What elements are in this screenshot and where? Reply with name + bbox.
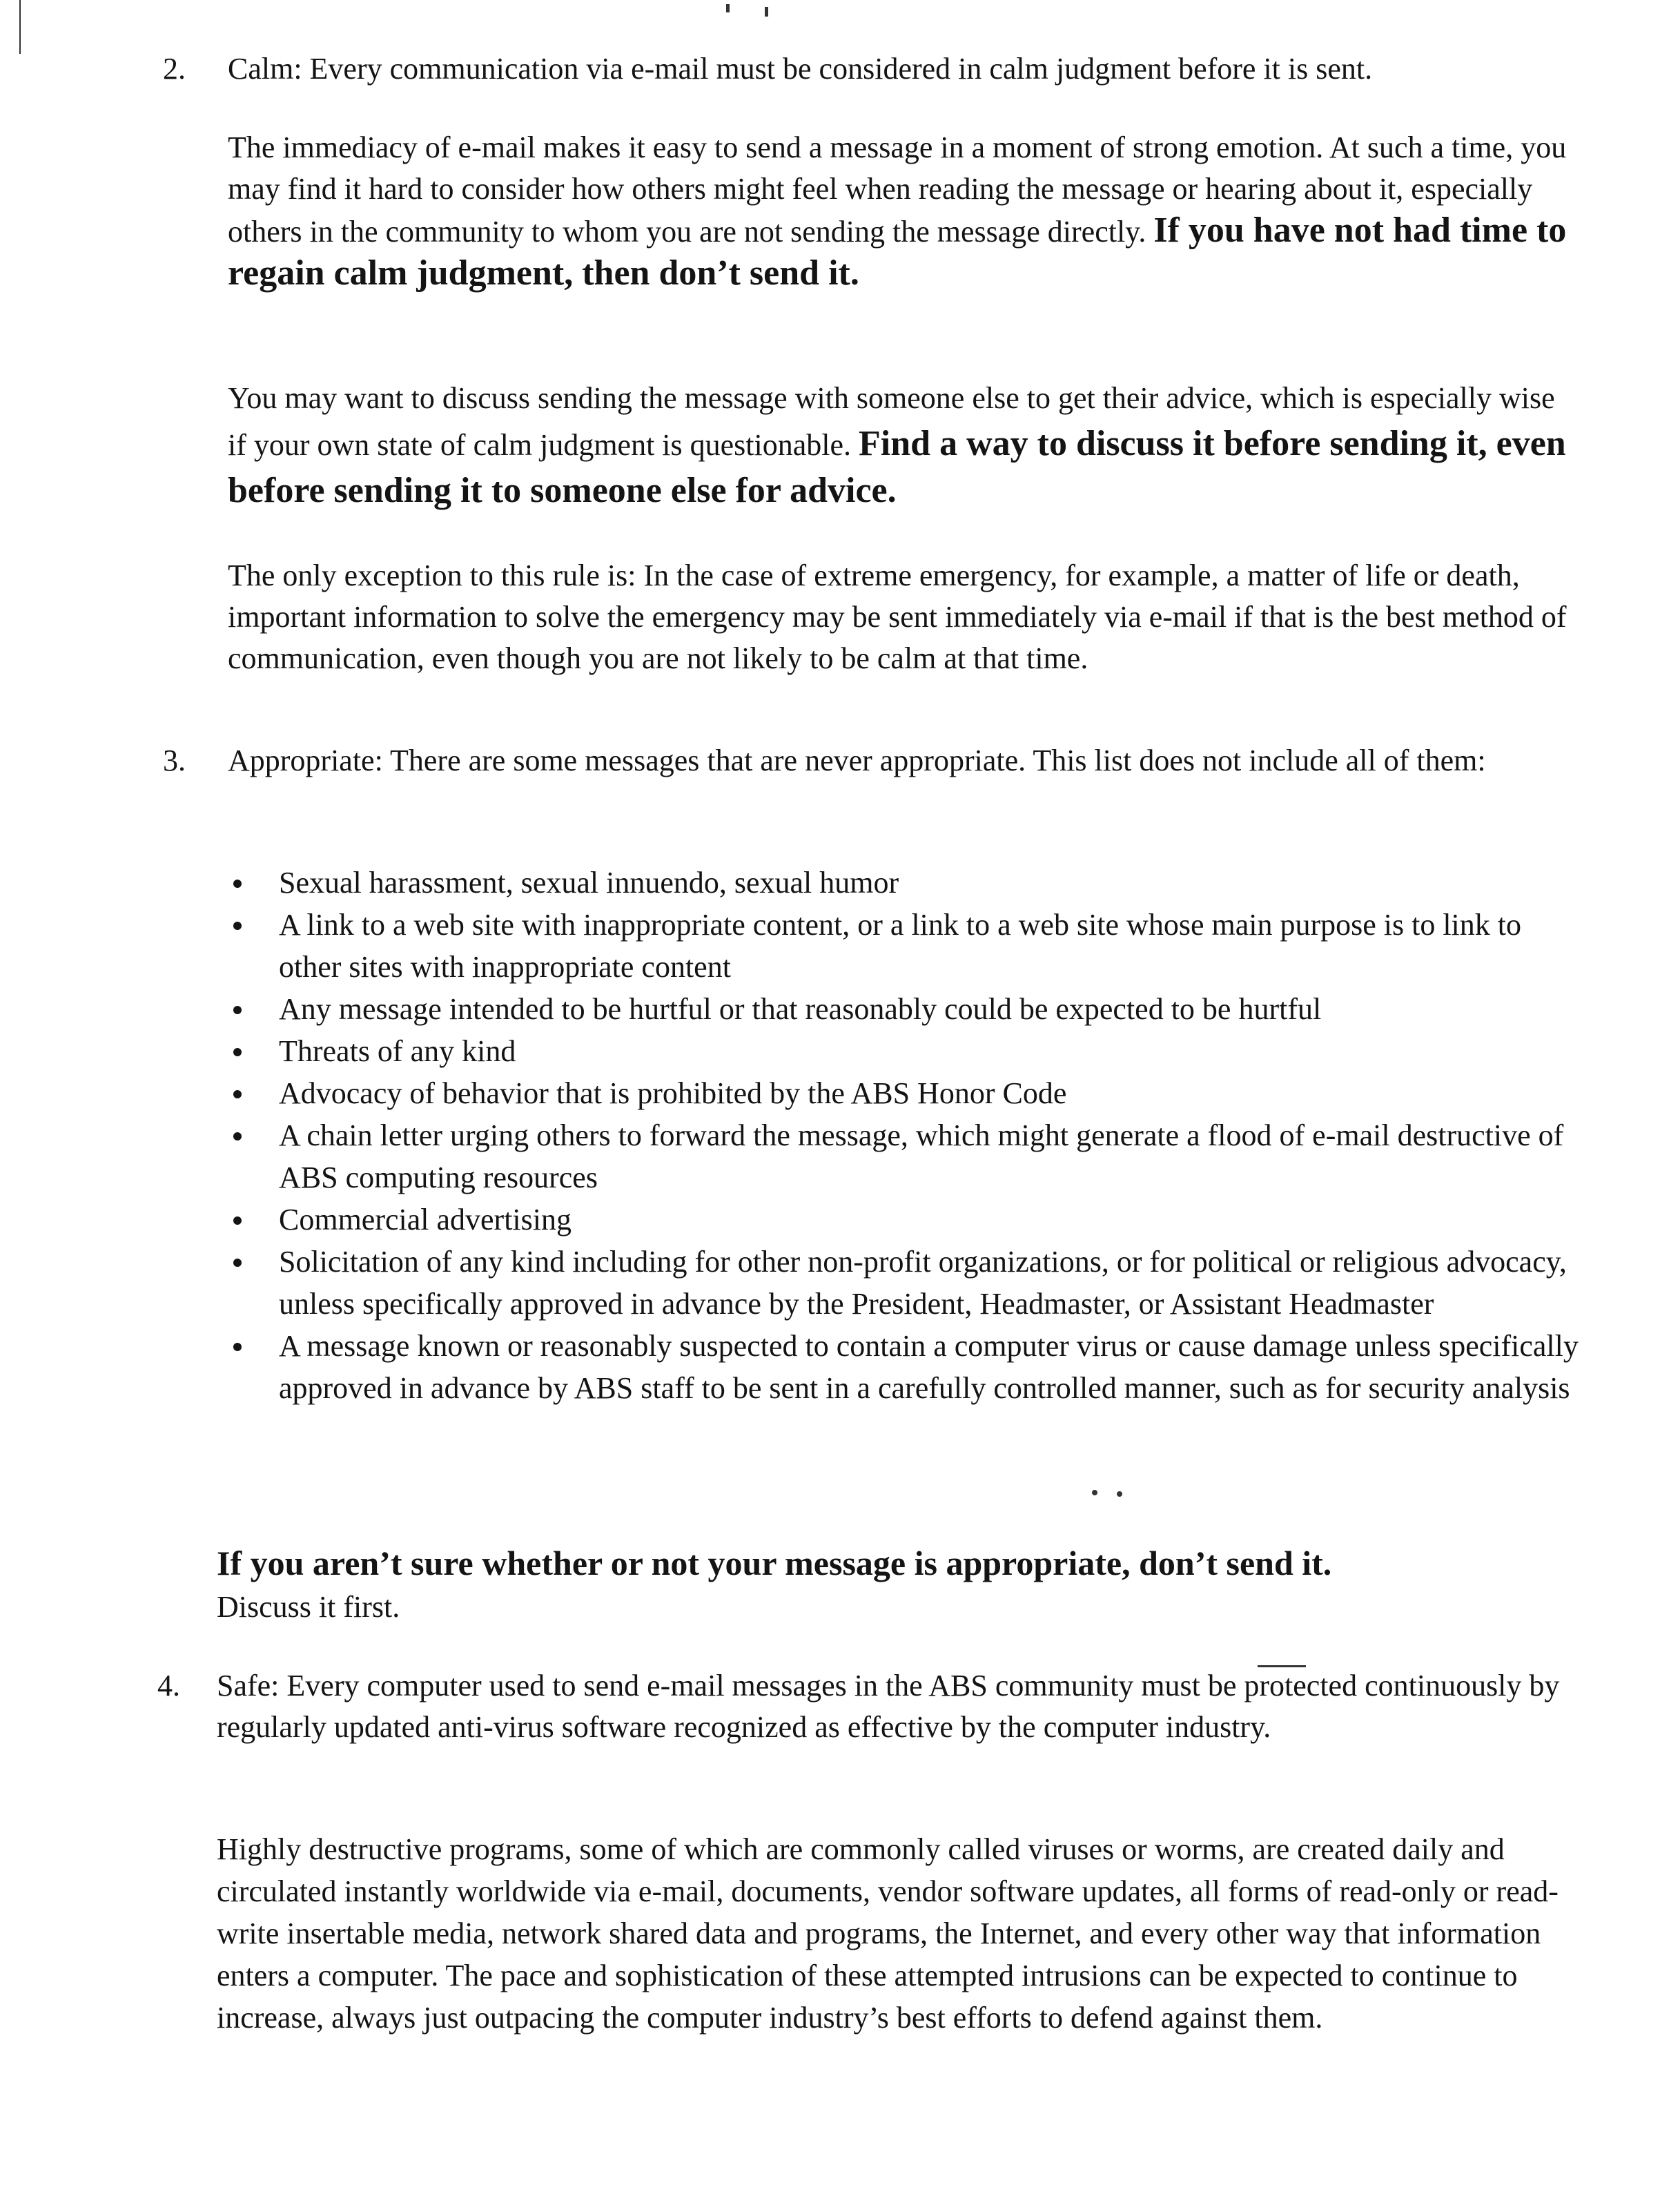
item-2-paragraph-1-bold: If you have not had time to regain calm judgment, then don’t send it. [228,211,1567,293]
list-item [226,1072,1579,1114]
item-4-heading [157,1665,1565,1796]
list-item [226,862,1579,904]
bullet-icon [233,1343,242,1351]
bullet-icon [233,1216,242,1225]
list-item [226,1199,1579,1241]
bullet-icon [233,1048,242,1056]
list-item [226,1030,1579,1072]
item-2-paragraph-2-bold: Find a way to discuss it before sending it, even before sending it to someone else for advice. [228,424,1566,510]
item-2-number: 2. [163,52,186,86]
bullet-icon [233,880,242,888]
bullet-icon [233,1006,242,1014]
item-3-closing-bold: If you aren’t sure whether or not your message is appropriate, don’t send it. [217,1544,1332,1582]
list-item [226,1114,1579,1199]
item-3-closing-text: Discuss it first. [217,1590,400,1624]
item-2-paragraph-2-text: You may want to discuss sending the message with someone else to get their advice, which is especially wise if your own state of calm judgment is questionable. [228,381,1555,462]
item-4-heading-text: Safe: Every computer used to send e-mail messages in the ABS community must be protected continuously by regularly updated anti-virus software recognized as effective by the computer industry. [217,1669,1560,1744]
item-2-paragraph-1 [228,127,1581,295]
scan-speck [1117,1491,1122,1497]
bullet-icon [233,922,242,930]
bullet-icon [233,1090,242,1098]
list-item [226,1241,1579,1325]
item-3-number: 3. [163,744,186,777]
list-item [226,904,1579,988]
list-item-text: Sexual harassment, sexual innuendo, sexual humor [279,866,899,900]
item-4-paragraph-1 [217,1828,1583,2039]
item-2-paragraph-1-text: The immediacy of e-mail makes it easy to send a message in a moment of strong emotion. At such a time, you may find it hard to consider how others might feel when reading the message or hearing about it, especially others in the community to whom you are not sending the message directly. [228,130,1567,249]
item-2-paragraph-2 [228,376,1581,515]
item-2-heading-text: Calm: Every communication via e-mail must be considered in calm judgment before it is sent. [228,52,1373,86]
list-item-text: Threats of any kind [279,1034,516,1068]
list-item-text: A link to a web site with inappropriate content, or a link to a web site whose main purpose is to link to other sites with inappropriate content [279,908,1522,984]
item-3-heading [163,740,1564,830]
item-4-paragraph-1-text: Highly destructive programs, some of which are commonly called viruses or worms, are created daily and circulated instantly worldwide via e-mail, documents, vendor software updates, all forms of read-only or read-write insertable media, network shared data and programs, the Internet, and every other way that information enters a computer. The pace and sophistication of these attempted intrusions can be expected to continue to increase, always just outpacing the computer industry’s best efforts to defend against them. [217,1832,1559,2035]
inappropriate-messages-list [226,862,1579,1409]
item-4-number: 4. [157,1669,180,1702]
list-item-text: Any message intended to be hurtful or that reasonably could be expected to be hurtful [279,992,1322,1026]
scan-speck [1092,1490,1097,1495]
scan-speck [726,4,730,12]
item-3-heading-text: Appropriate: There are some messages that are never appropriate. This list does not include all of them: [228,744,1486,777]
list-item [226,988,1579,1030]
list-item-text: A message known or reasonably suspected to contain a computer virus or cause damage unless specifically approved in advance by ABS staff to be sent in a carefully controlled manner, such as for security analysis [279,1329,1579,1405]
list-item-text: Commercial advertising [279,1203,572,1236]
bullet-icon [233,1132,242,1141]
bullet-icon [233,1259,242,1267]
scan-edge-line [19,0,21,54]
list-item-text: Advocacy of behavior that is prohibited by the ABS Honor Code [279,1076,1067,1110]
list-item [226,1325,1579,1409]
item-2-paragraph-3-text: The only exception to this rule is: In the case of extreme emergency, for example, a matter of life or death, important information to solve the emergency may be sent immediately via e-mail if that is the best method of communication, even though you are not likely to be calm at that time. [228,559,1567,675]
scan-speck [765,7,768,17]
list-item-text: A chain letter urging others to forward the message, which might generate a flood of e-mail destructive of ABS computing resources [279,1118,1564,1194]
list-item-text: Solicitation of any kind including for other non-profit organizations, or for political or religious advocacy, unless specifically approved in advance by the President, Headmaster, or Assistant Headmaster [279,1245,1567,1321]
item-2-paragraph-3 [228,555,1594,679]
